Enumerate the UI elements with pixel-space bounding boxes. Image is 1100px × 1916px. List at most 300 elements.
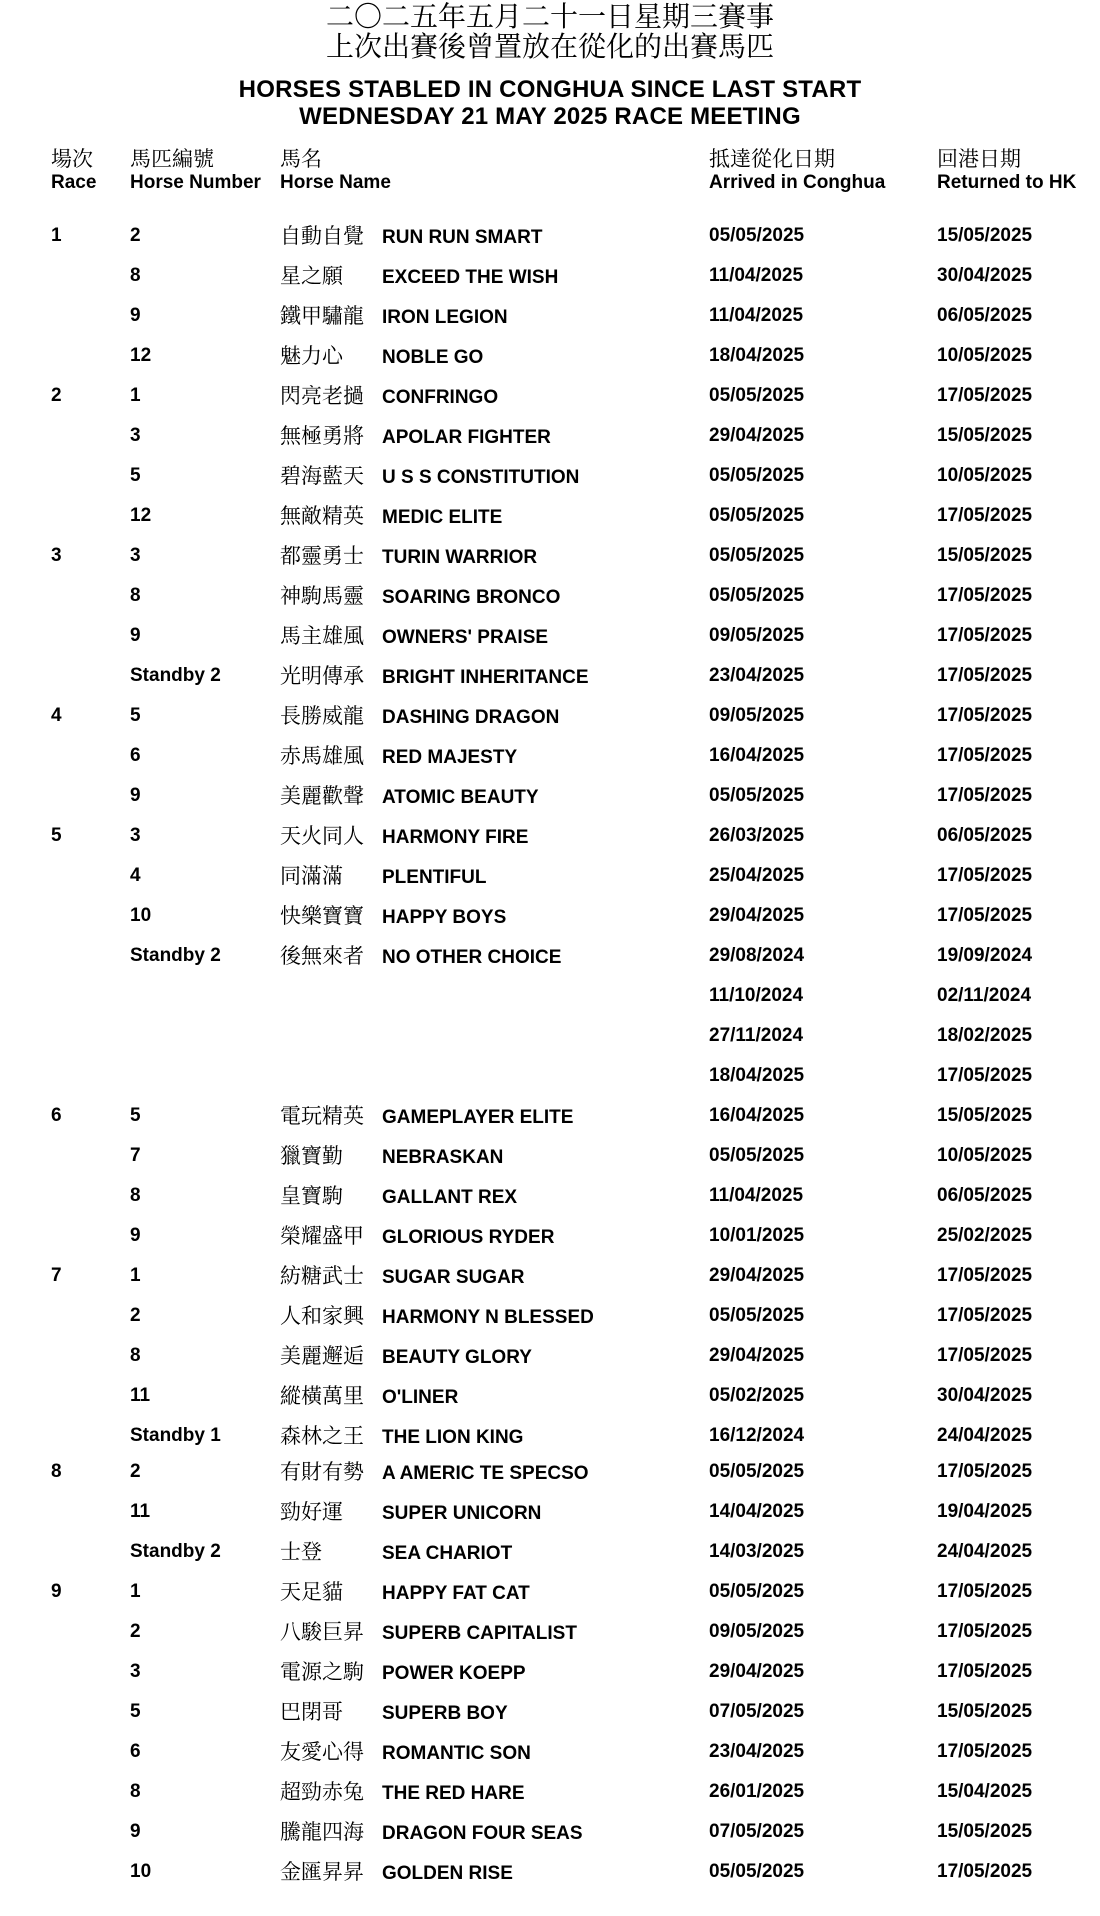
header-horse-name (280, 147, 700, 195)
arrived-date-cell: 05/05/2025 (709, 1581, 805, 1602)
horse-number-cell: 8 (130, 585, 141, 606)
header-horse-name-en: Horse Name (280, 172, 391, 193)
race-cell (51, 1658, 121, 1686)
arrived-date-cell: 23/04/2025 (709, 665, 805, 686)
horse-name-en: GALLANT REX (382, 1187, 518, 1208)
horse-name-cell (280, 1422, 523, 1450)
horse-number-cell: 8 (130, 265, 141, 286)
horse-number-cell: 10 (130, 905, 152, 926)
race-cell (51, 582, 121, 610)
returned-date-cell: 17/05/2025 (937, 745, 1033, 766)
arrived-date-cell: 29/04/2025 (709, 425, 805, 446)
horse-number-cell: Standby 2 (130, 665, 221, 686)
table-row (0, 542, 1100, 582)
horse-number-cell: 8 (130, 1781, 141, 1802)
table-row (0, 1262, 1100, 1302)
header-returned (937, 147, 1097, 195)
race-cell (51, 982, 121, 1010)
horse-number-cell: 3 (130, 825, 141, 846)
horse-name-cell (280, 702, 559, 730)
horse-name-cell (280, 1658, 526, 1686)
horse-name-en: O'LINER (382, 1387, 459, 1408)
horse-name-zh: 森林之王 (280, 1424, 364, 1448)
table-row (0, 1062, 1100, 1102)
returned-date-cell: 24/04/2025 (937, 1541, 1033, 1562)
returned-date-cell: 17/05/2025 (937, 1621, 1033, 1642)
race-cell (51, 942, 121, 970)
horse-name-zh: 友愛心得 (280, 1740, 364, 1764)
arrived-date-cell: 05/05/2025 (709, 785, 805, 806)
horse-number-cell: 3 (130, 1661, 141, 1682)
horse-name-cell (280, 302, 508, 330)
arrived-date-cell: 26/01/2025 (709, 1781, 805, 1802)
horse-name-cell (280, 942, 561, 970)
horse-name-en: PLENTIFUL (382, 867, 487, 888)
arrived-date-cell: 29/08/2024 (709, 945, 805, 966)
horse-name-cell (280, 542, 537, 570)
returned-date-cell: 17/05/2025 (937, 505, 1033, 526)
horse-name-cell (280, 582, 560, 610)
table-row (0, 622, 1100, 662)
table-row (0, 1102, 1100, 1142)
horse-number-cell: 11 (130, 1501, 151, 1522)
horse-name-cell (280, 982, 382, 1010)
arrived-date-cell: 05/05/2025 (709, 1861, 805, 1882)
horse-name-zh: 電玩精英 (280, 1104, 364, 1128)
horse-name-zh: 無極勇將 (280, 424, 364, 448)
race-cell: 4 (51, 705, 62, 726)
race-cell (51, 1382, 121, 1410)
table-row (0, 302, 1100, 342)
horse-name-en: HARMONY FIRE (382, 827, 529, 848)
horse-number-cell: 8 (130, 1345, 141, 1366)
horse-name-en: CONFRINGO (382, 387, 499, 408)
horse-name-zh: 碧海藍天 (280, 464, 364, 488)
horse-number-cell: 9 (130, 785, 141, 806)
horse-name-zh: 後無來者 (280, 944, 364, 968)
returned-date-cell: 15/05/2025 (937, 225, 1033, 246)
horse-name-cell (280, 902, 506, 930)
table-row (0, 1818, 1100, 1858)
table-row (0, 1382, 1100, 1422)
returned-date-cell: 15/05/2025 (937, 1821, 1033, 1842)
horse-name-cell (280, 1458, 589, 1486)
horse-name-en: BRIGHT INHERITANCE (382, 667, 589, 688)
horse-number-cell (130, 982, 275, 1010)
returned-date-cell: 17/05/2025 (937, 585, 1033, 606)
horse-name-zh: 閃亮老撾 (280, 384, 364, 408)
horse-name-zh: 電源之駒 (280, 1660, 364, 1684)
horse-number-cell: 3 (130, 425, 141, 446)
race-cell (51, 1618, 121, 1646)
returned-date-cell: 17/05/2025 (937, 1265, 1033, 1286)
race-cell (51, 1422, 121, 1450)
horse-name-en: SUPER UNICORN (382, 1503, 542, 1524)
race-cell: 9 (51, 1581, 62, 1602)
returned-date-cell: 06/05/2025 (937, 825, 1033, 846)
race-cell (51, 742, 121, 770)
title-zh-line2: 上次出賽後曾置放在從化的出賽馬匹 (325, 30, 774, 63)
arrived-date-cell: 05/02/2025 (709, 1385, 805, 1406)
horse-name-zh: 星之願 (280, 264, 343, 288)
arrived-date-cell: 05/05/2025 (709, 585, 805, 606)
race-cell (51, 262, 121, 290)
horse-name-en: HAPPY FAT CAT (382, 1583, 530, 1604)
horse-name-cell (280, 462, 579, 490)
returned-date-cell: 17/05/2025 (937, 1345, 1033, 1366)
returned-date-cell: 17/05/2025 (937, 1305, 1033, 1326)
horse-number-cell: 1 (130, 385, 141, 406)
horse-name-zh: 超勁赤兔 (280, 1780, 364, 1804)
returned-date-cell: 15/05/2025 (937, 1105, 1033, 1126)
race-cell: 1 (51, 225, 62, 246)
horse-number-cell: 9 (130, 625, 141, 646)
arrived-date-cell: 05/05/2025 (709, 1461, 805, 1482)
race-cell: 7 (51, 1265, 62, 1286)
race-cell (51, 302, 121, 330)
table-row (0, 742, 1100, 782)
race-cell (51, 1142, 121, 1170)
horse-number-cell: Standby 2 (130, 945, 221, 966)
horse-name-en: U S S CONSTITUTION (382, 467, 580, 488)
horse-name-zh: 有財有勢 (280, 1460, 364, 1484)
table-row (0, 1498, 1100, 1538)
arrived-date-cell: 05/05/2025 (709, 225, 805, 246)
horse-name-zh: 金匯昇昇 (280, 1860, 364, 1884)
horse-name-cell (280, 1698, 508, 1726)
table-row (0, 1022, 1100, 1062)
horse-name-zh: 快樂寶寶 (280, 904, 364, 928)
horse-name-en: NOBLE GO (382, 347, 484, 368)
horse-number-cell: 9 (130, 1225, 141, 1246)
arrived-date-cell: 05/05/2025 (709, 1145, 805, 1166)
arrived-date-cell: 14/04/2025 (709, 1501, 805, 1522)
arrived-date-cell: 11/04/2025 (709, 1185, 804, 1206)
horse-number-cell: 10 (130, 1861, 152, 1882)
returned-date-cell: 17/05/2025 (937, 865, 1033, 886)
horse-name-en: IRON LEGION (382, 307, 508, 328)
horse-name-zh: 八駿巨昇 (280, 1620, 364, 1644)
horse-name-en: ROMANTIC SON (382, 1743, 531, 1764)
horse-name-zh: 光明傳承 (280, 664, 364, 688)
horse-name-cell (280, 782, 539, 810)
horse-name-en: HARMONY N BLESSED (382, 1307, 594, 1328)
horse-name-en: DASHING DRAGON (382, 707, 560, 728)
race-cell: 8 (51, 1461, 62, 1482)
horse-name-cell (280, 262, 558, 290)
returned-date-cell: 17/05/2025 (937, 1661, 1033, 1682)
horse-name-cell (280, 382, 498, 410)
horse-name-en: GAMEPLAYER ELITE (382, 1107, 574, 1128)
table-row (0, 702, 1100, 742)
arrived-date-cell: 11/10/2024 (709, 985, 804, 1006)
horse-name-en: THE LION KING (382, 1427, 524, 1448)
horse-name-en: NEBRASKAN (382, 1147, 504, 1168)
horse-name-zh: 魅力心 (280, 344, 343, 368)
title-en-line1: HORSES STABLED IN CONGHUA SINCE LAST START (238, 76, 862, 103)
race-cell (51, 662, 121, 690)
horse-name-zh: 馬主雄風 (280, 624, 364, 648)
table-row (0, 222, 1100, 262)
arrived-date-cell: 29/04/2025 (709, 1265, 805, 1286)
horse-number-cell: Standby 1 (130, 1425, 221, 1446)
arrived-date-cell: 14/03/2025 (709, 1541, 805, 1562)
horse-name-cell (280, 622, 548, 650)
race-cell (51, 902, 121, 930)
table-row (0, 502, 1100, 542)
horse-name-cell (280, 1738, 531, 1766)
returned-date-cell: 19/09/2024 (937, 945, 1033, 966)
table-row (0, 662, 1100, 702)
horse-name-cell (280, 222, 542, 250)
horse-name-zh: 榮耀盛甲 (280, 1224, 364, 1248)
horse-name-cell (280, 862, 487, 890)
race-cell (51, 1738, 121, 1766)
arrived-date-cell: 07/05/2025 (709, 1821, 805, 1842)
returned-date-cell: 06/05/2025 (937, 305, 1033, 326)
horse-name-cell (280, 1778, 525, 1806)
table-row (0, 782, 1100, 822)
horse-name-en: SUPERB BOY (382, 1703, 508, 1724)
horse-name-cell (280, 1382, 458, 1410)
horse-name-en: BEAUTY GLORY (382, 1347, 532, 1368)
table-row (0, 1578, 1100, 1618)
horse-name-zh: 獵寶勤 (280, 1144, 343, 1168)
returned-date-cell: 10/05/2025 (937, 345, 1033, 366)
returned-date-cell: 17/05/2025 (937, 1065, 1033, 1086)
header-race-en: Race (51, 172, 97, 193)
returned-date-cell: 17/05/2025 (937, 785, 1033, 806)
horse-name-cell (280, 1342, 532, 1370)
arrived-date-cell: 07/05/2025 (709, 1701, 805, 1722)
race-cell (51, 1818, 121, 1846)
horse-name-cell (280, 822, 528, 850)
horse-name-en: GOLDEN RISE (382, 1863, 513, 1884)
horse-name-cell (280, 1062, 382, 1090)
horse-name-en: RUN RUN SMART (382, 227, 543, 248)
returned-date-cell: 24/04/2025 (937, 1425, 1033, 1446)
horse-number-cell: 8 (130, 1185, 141, 1206)
table-row (0, 462, 1100, 502)
table-row (0, 1858, 1100, 1898)
horse-number-cell: 1 (130, 1581, 141, 1602)
table-row (0, 822, 1100, 862)
arrived-date-cell: 09/05/2025 (709, 705, 805, 726)
title-zh-line1: 二〇二五年五月二十一日星期三賽事 (325, 0, 774, 33)
header-horse-number-en: Horse Number (130, 172, 261, 193)
returned-date-cell: 17/05/2025 (937, 705, 1033, 726)
horse-name-cell (280, 1302, 594, 1330)
race-cell (51, 1062, 121, 1090)
returned-date-cell: 17/05/2025 (937, 385, 1033, 406)
table-row (0, 1778, 1100, 1818)
table-row (0, 942, 1100, 982)
horse-name-zh: 紡糖武士 (280, 1264, 364, 1288)
returned-date-cell: 19/04/2025 (937, 1501, 1033, 1522)
horse-name-en: A AMERIC TE SPECSO (382, 1463, 589, 1484)
header-race (51, 147, 121, 195)
race-cell: 3 (51, 545, 62, 566)
horse-name-cell (280, 742, 517, 770)
arrived-date-cell: 05/05/2025 (709, 545, 805, 566)
horse-name-en: NO OTHER CHOICE (382, 947, 562, 968)
arrived-date-cell: 11/04/2025 (709, 265, 804, 286)
table-row (0, 1342, 1100, 1382)
returned-date-cell: 15/04/2025 (937, 1781, 1033, 1802)
race-cell: 6 (51, 1105, 62, 1126)
horse-number-cell: 5 (130, 465, 141, 486)
horse-number-cell: 5 (130, 705, 141, 726)
header-returned-zh: 回港日期 (937, 147, 1021, 171)
arrived-date-cell: 09/05/2025 (709, 625, 805, 646)
header-race-zh: 場次 (51, 147, 93, 171)
arrived-date-cell: 16/12/2024 (709, 1425, 805, 1446)
returned-date-cell: 17/05/2025 (937, 625, 1033, 646)
arrived-date-cell: 29/04/2025 (709, 905, 805, 926)
returned-date-cell: 17/05/2025 (937, 1461, 1033, 1482)
horse-number-cell: 6 (130, 1741, 141, 1762)
race-cell (51, 862, 121, 890)
horse-number-cell: 2 (130, 1305, 141, 1326)
arrived-date-cell: 09/05/2025 (709, 1621, 805, 1642)
horse-number-cell: 9 (130, 305, 141, 326)
returned-date-cell: 15/05/2025 (937, 545, 1033, 566)
horse-number-cell: 4 (130, 865, 141, 886)
horse-name-en: SUPERB CAPITALIST (382, 1623, 577, 1644)
horse-name-zh: 美麗邂逅 (280, 1344, 364, 1368)
horse-name-cell (280, 1222, 554, 1250)
horse-name-cell (280, 1858, 513, 1886)
horse-name-zh: 天火同人 (280, 824, 364, 848)
horse-number-cell: 6 (130, 745, 141, 766)
race-cell: 5 (51, 825, 62, 846)
returned-date-cell: 17/05/2025 (937, 1741, 1033, 1762)
returned-date-cell: 06/05/2025 (937, 1185, 1033, 1206)
race-cell (51, 1778, 121, 1806)
horse-number-cell: 7 (130, 1145, 141, 1166)
arrived-date-cell: 29/04/2025 (709, 1345, 805, 1366)
table-row (0, 1618, 1100, 1658)
arrived-date-cell: 18/04/2025 (709, 345, 805, 366)
title-en-line2: WEDNESDAY 21 MAY 2025 RACE MEETING (299, 103, 801, 130)
arrived-date-cell: 27/11/2024 (709, 1025, 804, 1046)
horse-name-cell (280, 1498, 541, 1526)
table-header (0, 147, 1100, 207)
arrived-date-cell: 11/04/2025 (709, 305, 804, 326)
table-body (0, 222, 1100, 1898)
horse-number-cell: 9 (130, 1821, 141, 1842)
arrived-date-cell: 25/04/2025 (709, 865, 805, 886)
race-cell (51, 502, 121, 530)
horse-name-cell (280, 1618, 577, 1646)
horse-name-zh: 皇寶駒 (280, 1184, 343, 1208)
race-cell (51, 462, 121, 490)
horse-number-cell: 1 (130, 1265, 141, 1286)
horse-name-en: THE RED HARE (382, 1783, 525, 1804)
race-cell (51, 342, 121, 370)
horse-name-cell (280, 502, 502, 530)
header-arrived-zh: 抵達從化日期 (709, 147, 835, 171)
race-cell (51, 422, 121, 450)
race-cell (51, 1302, 121, 1330)
horse-name-en: SEA CHARIOT (382, 1543, 513, 1564)
race-cell (51, 1858, 121, 1886)
horse-name-zh: 長勝威龍 (280, 704, 364, 728)
table-row (0, 1458, 1100, 1498)
header-arrived-en: Arrived in Conghua (709, 172, 886, 193)
horse-name-zh: 同滿滿 (280, 864, 343, 888)
race-cell (51, 1182, 121, 1210)
document-header (0, 0, 1100, 130)
table-row (0, 1422, 1100, 1458)
horse-name-cell (280, 422, 551, 450)
horse-name-zh: 自動自覺 (280, 224, 364, 248)
horse-name-cell (280, 1142, 503, 1170)
horse-number-cell: 3 (130, 545, 141, 566)
arrived-date-cell: 29/04/2025 (709, 1661, 805, 1682)
race-cell (51, 1698, 121, 1726)
horse-name-en: OWNERS' PRAISE (382, 627, 549, 648)
arrived-date-cell: 16/04/2025 (709, 1105, 805, 1126)
horse-number-cell: 12 (130, 345, 152, 366)
arrived-date-cell: 26/03/2025 (709, 825, 805, 846)
table-row (0, 1222, 1100, 1262)
horse-number-cell: 11 (130, 1385, 151, 1406)
returned-date-cell: 17/05/2025 (937, 665, 1033, 686)
header-returned-en: Returned to HK (937, 172, 1077, 193)
table-row (0, 862, 1100, 902)
race-cell (51, 1022, 121, 1050)
horse-name-en: RED MAJESTY (382, 747, 518, 768)
returned-date-cell: 25/02/2025 (937, 1225, 1033, 1246)
arrived-date-cell: 05/05/2025 (709, 465, 805, 486)
returned-date-cell: 10/05/2025 (937, 1145, 1033, 1166)
horse-name-cell (280, 342, 483, 370)
horse-name-zh: 人和家興 (280, 1304, 364, 1328)
table-row (0, 422, 1100, 462)
horse-name-en: MEDIC ELITE (382, 507, 503, 528)
race-cell (51, 1538, 121, 1566)
horse-name-en: EXCEED THE WISH (382, 267, 559, 288)
horse-name-zh: 騰龍四海 (280, 1820, 364, 1844)
table-row (0, 1658, 1100, 1698)
table-row (0, 1182, 1100, 1222)
race-cell (51, 782, 121, 810)
arrived-date-cell: 10/01/2025 (709, 1225, 805, 1246)
horse-name-en: POWER KOEPP (382, 1663, 526, 1684)
race-cell (51, 1498, 121, 1526)
horse-number-cell: 12 (130, 505, 152, 526)
horse-number-cell (130, 1062, 275, 1090)
horse-name-zh: 巴閉哥 (280, 1700, 343, 1724)
horse-name-cell (280, 1102, 573, 1130)
returned-date-cell: 15/05/2025 (937, 1701, 1033, 1722)
horse-name-cell (280, 1578, 530, 1606)
arrived-date-cell: 05/05/2025 (709, 1305, 805, 1326)
horse-name-zh: 士登 (280, 1540, 322, 1564)
horse-name-cell (280, 662, 589, 690)
table-row (0, 1538, 1100, 1578)
header-arrived (709, 147, 909, 195)
horse-name-zh: 縱橫萬里 (280, 1384, 364, 1408)
horse-name-cell (280, 1818, 583, 1846)
table-row (0, 1738, 1100, 1778)
horse-name-en: TURIN WARRIOR (382, 547, 538, 568)
race-cell: 2 (51, 385, 62, 406)
horse-name-cell (280, 1182, 517, 1210)
horse-name-zh: 美麗歡聲 (280, 784, 364, 808)
horse-name-zh: 赤馬雄風 (280, 744, 364, 768)
